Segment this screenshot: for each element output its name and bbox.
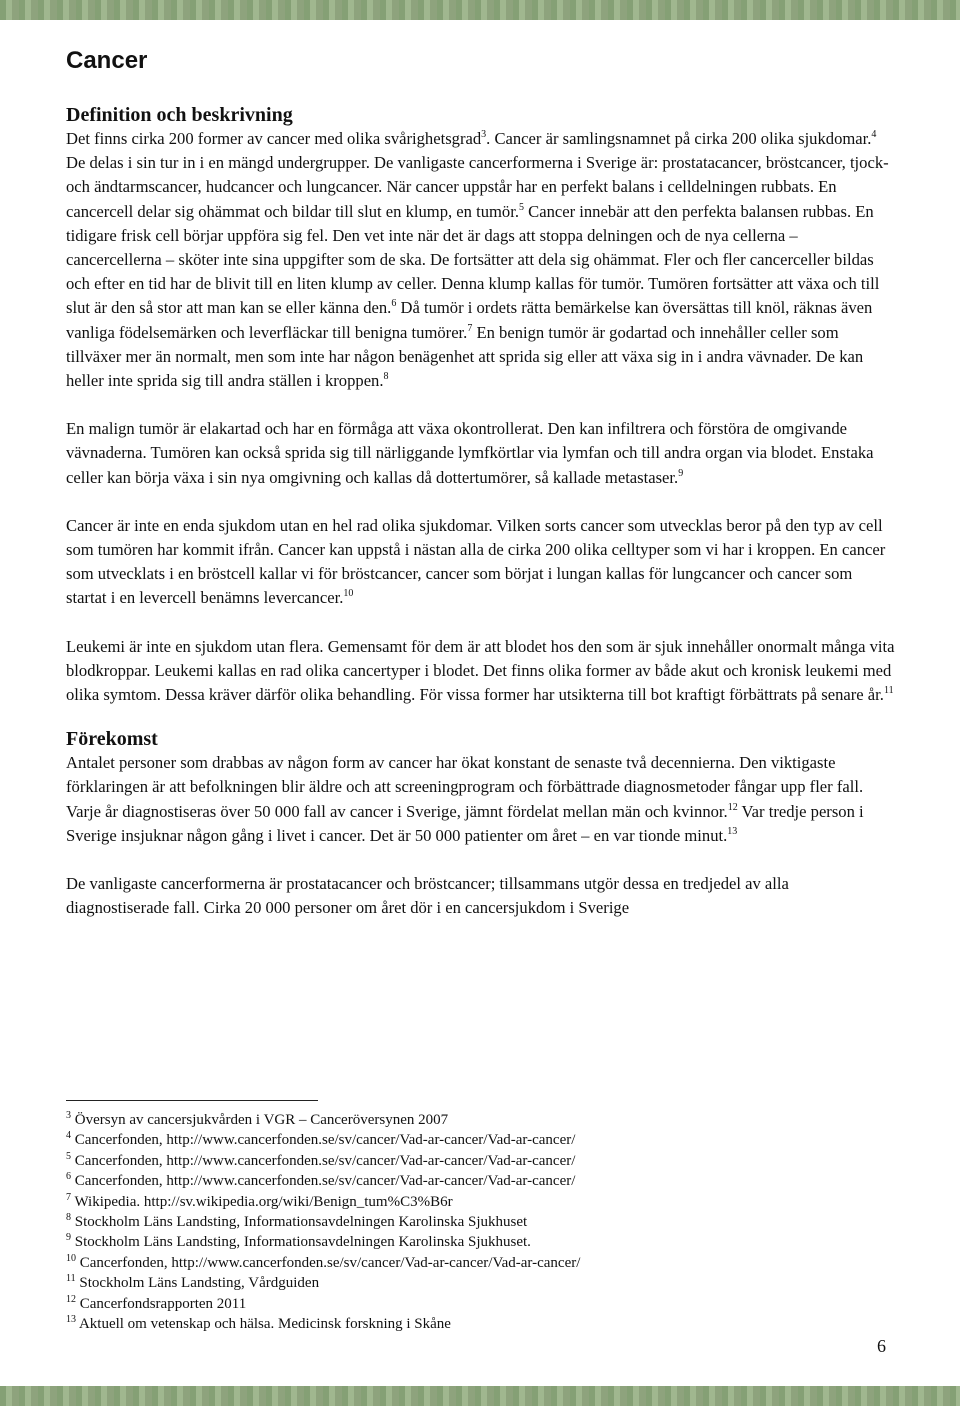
footnote-item: $^9$ Stockholm Läns Landsting, Informationsavdelningen Karolinska Sjukhuset. xyxy=(66,1232,531,1251)
footnote-ref: 4 xyxy=(871,129,877,140)
paragraph-occurrence-1: Antalet personer som drabbas av någon form av cancer har ökat konstant de senaste två decennierna. Den viktigaste förklaringen är att befolkningen blir äldre och att screeningprogram och förbättrade diagnosmetoder fångar upp fler fall. Varje år diagnostiseras över 50 000 fall av cancer i Sverige, jämnt fördelat mellan män och kvinnor.$^{12}$ Var tredje person i Sverige insjuknar någon gång i livet i cancer. Det är 50 000 patienter om året – en var tionde minut.$^{13}$ xyxy=(66,753,864,845)
footnote-item: $^6$ Cancerfonden, http://www.cancerfonden.se/sv/cancer/Vad-ar-cancer/Vad-ar-cancer/ xyxy=(66,1171,576,1190)
footnote-ref: 5 xyxy=(518,201,524,213)
footnote-ref: 10 xyxy=(343,588,354,600)
top-decorative-band xyxy=(0,0,960,20)
footnote-ref: 3 xyxy=(481,129,487,140)
section-heading-definition: Definition och beskrivning xyxy=(66,104,293,126)
paragraph-definition-4: Leukemi är inte en sjukdom utan flera. Gemensamt för dem är att blodet hos den som är sjuk innehåller onormalt många vita blodkroppar. Leukemi kallas en rad olika cancertyper i blodet. Det finns olika former av både akut och kronisk leukemi med olika symtom. Dessa kräver därför olika behandling. För vissa former har utsikterna till bot kraftigt förbättrats på senare år.$^{11}$ xyxy=(66,636,895,705)
footnote-separator xyxy=(66,1100,318,1101)
footnotes xyxy=(66,1110,896,1334)
paragraph-definition-1: Det finns cirka 200 former av cancer med olika svårighetsgrad$^3$. Cancer är samlingsnamnet på cirka 200 olika sjukdomar.$^4$ De delas i sin tur in i en mängd undergrupper. De vanligaste cancerformerna i Sverige är: prostatacancer, bröstcancer, tjock- och ändtarmscancer, hudcancer och lungcancer. När cancer uppstår har en perfekt balans i celldelningen rubbats. En cancercell delar sig ohämmat och bildar till slut en klump, en tumör.$^5$ Cancer innebär att den perfekta balansen rubbas. En tidigare frisk cell börjar uppföra sig fel. Den vet inte när det är dags att stoppa delningen och de nya cellerna – cancercellerna – sköter inte sina uppgifter som de ska. De fortsätter att dela sig ohämmat. Fler och fler cancerceller bildas och efter en tid har de blivit till en liten klump av celler. Denna klump kallas för tumör. Tumören fortsätter att växa och till slut är den så stor att man kan se eller känna den.$^6$ Då tumör i ordets rätta bemärkelse kan översättas till knöl, räknas även vanliga födelsemärken och leverfläckar till benigna tumörer.$^7$ En benign tumör är godartad och innehåller celler som tillväxer mer än normalt, men som inte har någon benägenhet att sprida sig eller att växa sig in i andra vävnader. De kan heller inte sprida sig till andra ställen i kroppen.$^8$ xyxy=(66,129,889,391)
footnote-item: $^8$ Stockholm Läns Landsting, Informationsavdelningen Karolinska Sjukhuset xyxy=(66,1212,528,1231)
paragraph-definition-2: En malign tumör är elakartad och har en förmåga att växa okontrollerat. Den kan infiltrera och förstöra de omgivande vävnaderna. Tumören kan också sprida sig till närliggande lymfkörtlar via lymfan och till andra organ via blodet. Enstaka celler kan börja växa i sin nya omgivning och kallas då dottertumörer, så kallade metastaser.$^9$ xyxy=(66,419,874,487)
footnote-item: $^{10}$ Cancerfonden, http://www.cancerfonden.se/sv/cancer/Vad-ar-cancer/Vad-ar-cancer/ xyxy=(66,1252,581,1271)
paragraph-definition-3: Cancer är inte en enda sjukdom utan en hel rad olika sjukdomar. Vilken sorts cancer som utvecklas beror på den typ av cell som tumören har kommit ifrån. Cancer kan uppstå i nästan alla de cirka 200 olika celltyper som vi har i kroppen. En cancer som utvecklats i en bröstcell kallar vi för bröstcancer, cancer som börjat i lungan kallas för lungcancer och cancer som startat i en levercell benämns levercancer.$^{10}$ xyxy=(66,515,886,608)
paragraph-occurrence-2: De vanligaste cancerformerna är prostatacancer och bröstcancer; tillsammans utgör dessa en tredjedel av alla diagnostiserade fall. Cirka 20 000 personer om året dör i en cancersjukdom i Sverige xyxy=(66,874,789,918)
footnote-ref: 9 xyxy=(678,467,684,479)
footnote-ref: 8 xyxy=(383,371,389,383)
footnote-ref: 7 xyxy=(467,322,473,334)
section-heading-occurrence: Förekomst xyxy=(66,728,158,751)
bottom-decorative-band xyxy=(0,1386,960,1406)
footnote-item: $^5$ Cancerfonden, http://www.cancerfonden.se/sv/cancer/Vad-ar-cancer/Vad-ar-cancer/ xyxy=(66,1150,576,1169)
footnote-ref: 13 xyxy=(727,825,738,837)
page-number: 6 xyxy=(877,1336,886,1356)
footnote-item: $^3$ Översyn av cancersjukvården i VGR – Canceröversynen 2007 xyxy=(66,1110,449,1128)
document-body xyxy=(66,103,896,920)
footnote-item: $^{12}$ Cancerfondsrapporten 2011 xyxy=(66,1293,247,1312)
footnote-ref: 6 xyxy=(391,298,397,310)
footnote-ref: 11 xyxy=(883,685,894,697)
footnote-item: $^{11}$ Stockholm Läns Landsting, Vårdguiden xyxy=(66,1273,320,1292)
footnote-item: $^{13}$ Aktuell om vetenskap och hälsa. Medicinsk forskning i Skåne xyxy=(66,1314,451,1333)
footnote-item: $^4$ Cancerfonden, http://www.cancerfonden.se/sv/cancer/Vad-ar-cancer/Vad-ar-cancer/ xyxy=(66,1130,576,1149)
footnote-ref: 12 xyxy=(727,801,738,813)
footnote-item: $^7$ Wikipedia. http://sv.wikipedia.org/wiki/Benign_tum%C3%B6r xyxy=(66,1191,453,1210)
page-title: Cancer xyxy=(66,47,148,74)
